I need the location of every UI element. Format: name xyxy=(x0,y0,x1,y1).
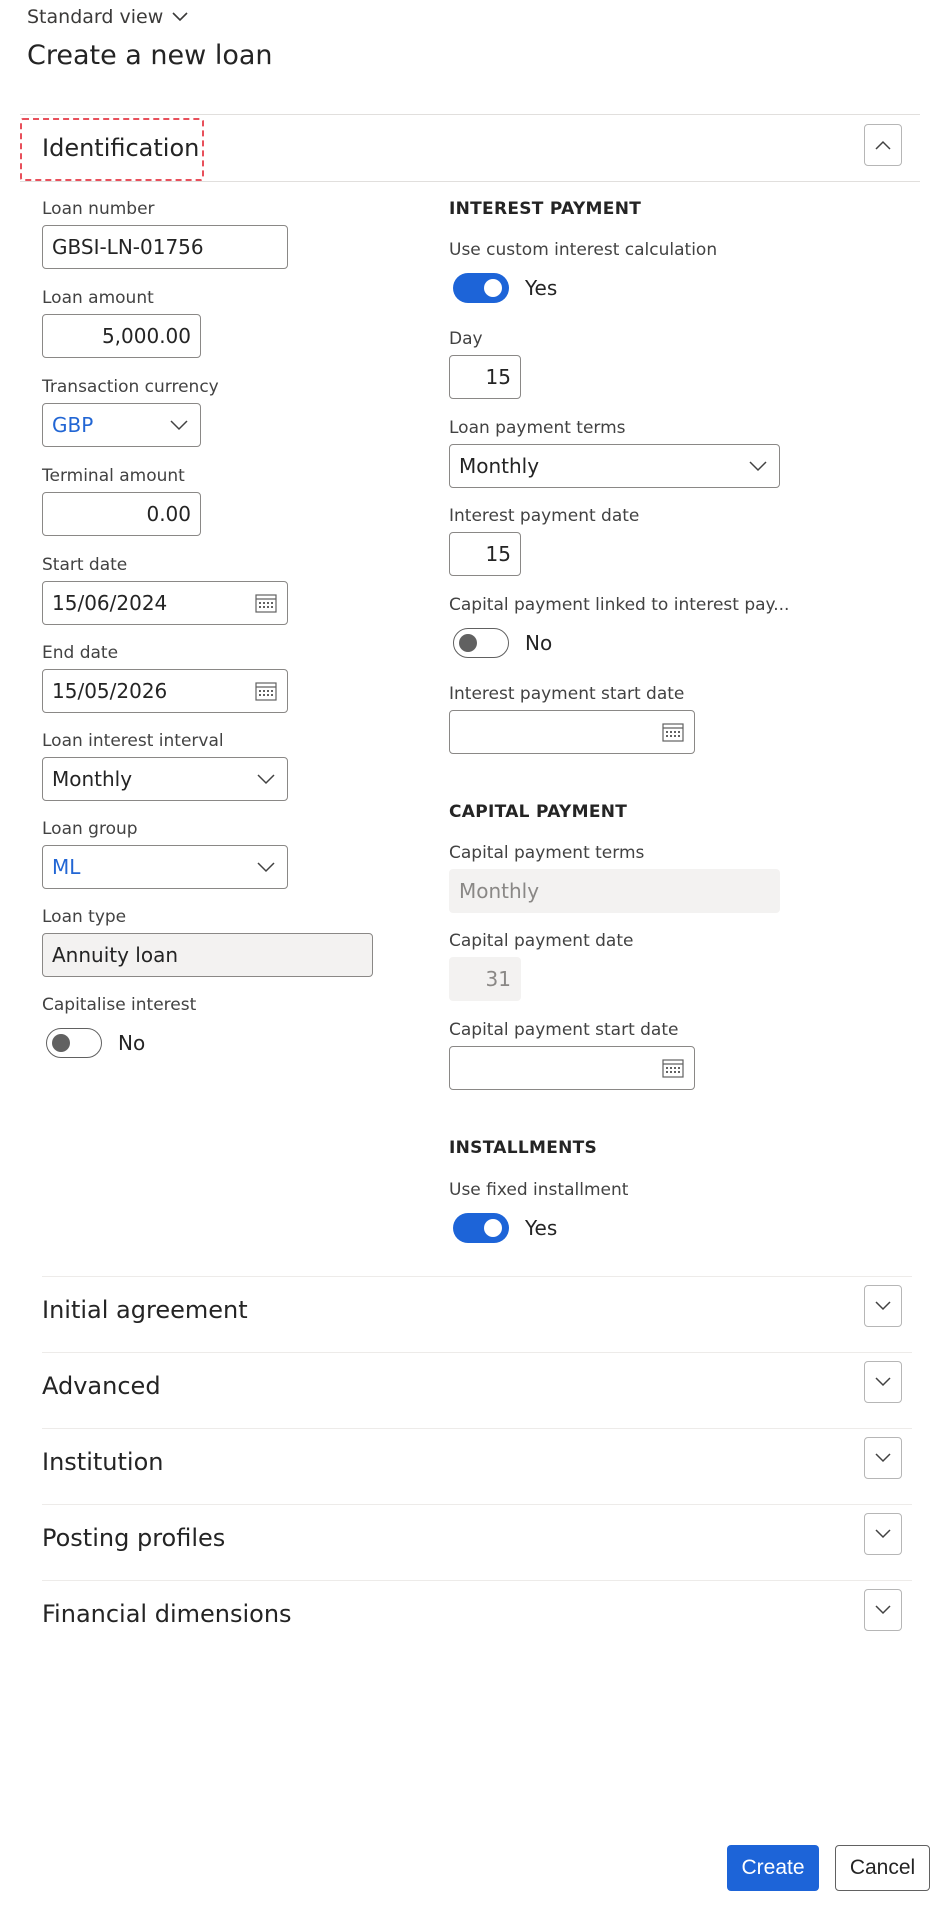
day-label: Day xyxy=(449,329,483,349)
loan-group-value[interactable]: ML xyxy=(52,855,81,879)
fixed-installment-value: Yes xyxy=(525,1216,558,1240)
fixed-installment-toggle-row xyxy=(453,1213,557,1243)
capital-linked-label: Capital payment linked to interest pay... xyxy=(449,595,790,615)
capital-payment-terms-label: Capital payment terms xyxy=(449,843,645,863)
end-date-input[interactable] xyxy=(42,669,288,713)
chevron-down-icon[interactable] xyxy=(254,767,278,791)
collapse-identification-button[interactable] xyxy=(864,124,902,166)
capital-payment-date-label: Capital payment date xyxy=(449,931,634,951)
loan-group-label: Loan group xyxy=(42,819,138,839)
capital-payment-date-field xyxy=(449,957,521,1001)
section-title-financial-dimensions[interactable]: Financial dimensions xyxy=(42,1600,292,1628)
capital-payment-start-date-input[interactable] xyxy=(449,1046,695,1090)
loan-number-value: GBSI-LN-01756 xyxy=(52,235,204,259)
section-divider xyxy=(42,1504,912,1505)
chevron-down-icon[interactable] xyxy=(254,855,278,879)
loan-payment-terms-label: Loan payment terms xyxy=(449,418,626,438)
terminal-amount-input[interactable] xyxy=(42,492,201,536)
expand-advanced-button[interactable] xyxy=(864,1361,902,1403)
interest-payment-start-date-input[interactable] xyxy=(449,710,695,754)
fixed-installment-label: Use fixed installment xyxy=(449,1180,629,1200)
capitalise-interest-toggle-row xyxy=(46,1028,145,1058)
section-divider xyxy=(20,114,920,115)
installments-heading: INSTALLMENTS xyxy=(449,1138,598,1158)
expand-institution-button[interactable] xyxy=(864,1437,902,1479)
create-button[interactable]: Create xyxy=(727,1845,819,1891)
expand-financial-dimensions-button[interactable] xyxy=(864,1589,902,1631)
loan-interest-interval-label: Loan interest interval xyxy=(42,731,224,751)
chevron-down-icon xyxy=(874,1525,892,1544)
loan-amount-label: Loan amount xyxy=(42,288,154,308)
loan-amount-value: 5,000.00 xyxy=(101,324,191,348)
interest-payment-start-date-label: Interest payment start date xyxy=(449,684,685,704)
interest-payment-heading: INTEREST PAYMENT xyxy=(449,199,642,219)
chevron-up-icon xyxy=(874,136,892,155)
section-divider xyxy=(42,1580,912,1581)
transaction-currency-label: Transaction currency xyxy=(42,377,219,397)
section-title-posting-profiles[interactable]: Posting profiles xyxy=(42,1524,226,1552)
expand-initial-agreement-button[interactable] xyxy=(864,1285,902,1327)
capitalise-interest-label: Capitalise interest xyxy=(42,995,197,1015)
capitalise-interest-toggle[interactable] xyxy=(46,1028,102,1058)
section-title-advanced[interactable]: Advanced xyxy=(42,1372,161,1400)
loan-payment-terms-value: Monthly xyxy=(459,454,540,478)
terminal-amount-label: Terminal amount xyxy=(42,466,185,486)
interest-payment-date-label: Interest payment date xyxy=(449,506,640,526)
capital-payment-terms-value: Monthly xyxy=(459,879,540,903)
loan-number-label: Loan number xyxy=(42,199,155,219)
calendar-icon[interactable] xyxy=(254,679,278,703)
custom-interest-value: Yes xyxy=(525,276,558,300)
loan-interest-interval-select[interactable] xyxy=(42,757,288,801)
terminal-amount-value: 0.00 xyxy=(146,502,191,526)
section-divider xyxy=(42,1428,912,1429)
end-date-value: 15/05/2026 xyxy=(52,679,168,703)
loan-type-field xyxy=(42,933,373,977)
section-title-initial-agreement[interactable]: Initial agreement xyxy=(42,1296,248,1324)
capital-payment-start-date-label: Capital payment start date xyxy=(449,1020,679,1040)
chevron-down-icon[interactable] xyxy=(746,454,770,478)
interest-payment-date-value: 15 xyxy=(485,542,511,566)
interest-payment-date-input[interactable] xyxy=(449,532,521,576)
section-divider xyxy=(20,181,920,182)
chevron-down-icon xyxy=(874,1449,892,1468)
capital-linked-toggle[interactable] xyxy=(453,628,509,658)
capitalise-interest-value: No xyxy=(118,1031,146,1055)
loan-group-select[interactable] xyxy=(42,845,288,889)
expand-posting-profiles-button[interactable] xyxy=(864,1513,902,1555)
capital-payment-heading: CAPITAL PAYMENT xyxy=(449,802,628,822)
custom-interest-label: Use custom interest calculation xyxy=(449,240,718,260)
custom-interest-toggle[interactable] xyxy=(453,273,509,303)
transaction-currency-value[interactable]: GBP xyxy=(52,413,94,437)
calendar-icon[interactable] xyxy=(254,591,278,615)
section-divider xyxy=(42,1276,912,1277)
view-selector[interactable] xyxy=(27,6,189,28)
fixed-installment-toggle[interactable] xyxy=(453,1213,509,1243)
loan-interest-interval-value: Monthly xyxy=(52,767,133,791)
end-date-label: End date xyxy=(42,643,119,663)
capital-linked-value: No xyxy=(525,631,553,655)
calendar-icon[interactable] xyxy=(661,720,685,744)
page-title: Create a new loan xyxy=(27,40,273,71)
chevron-down-icon xyxy=(874,1297,892,1316)
section-title-institution[interactable]: Institution xyxy=(42,1448,164,1476)
chevron-down-icon[interactable] xyxy=(167,413,191,437)
loan-number-input[interactable] xyxy=(42,225,288,269)
chevron-down-icon xyxy=(171,6,189,28)
capital-linked-toggle-row xyxy=(453,628,552,658)
calendar-icon[interactable] xyxy=(661,1056,685,1080)
loan-payment-terms-select[interactable] xyxy=(449,444,780,488)
start-date-input[interactable] xyxy=(42,581,288,625)
section-divider xyxy=(42,1352,912,1353)
capital-payment-date-value: 31 xyxy=(485,967,511,991)
start-date-value: 15/06/2024 xyxy=(52,591,168,615)
cancel-button[interactable]: Cancel xyxy=(835,1845,930,1891)
loan-type-value: Annuity loan xyxy=(52,943,179,967)
transaction-currency-select[interactable] xyxy=(42,403,201,447)
section-title-identification[interactable]: Identification xyxy=(42,134,200,162)
start-date-label: Start date xyxy=(42,555,128,575)
day-value: 15 xyxy=(485,365,511,389)
day-input[interactable] xyxy=(449,355,521,399)
loan-type-label: Loan type xyxy=(42,907,127,927)
custom-interest-toggle-row xyxy=(453,273,557,303)
chevron-down-icon xyxy=(874,1373,892,1392)
view-selector-label: Standard view xyxy=(27,6,164,28)
loan-amount-input[interactable] xyxy=(42,314,201,358)
chevron-down-icon xyxy=(874,1601,892,1620)
capital-payment-terms-field xyxy=(449,869,780,913)
